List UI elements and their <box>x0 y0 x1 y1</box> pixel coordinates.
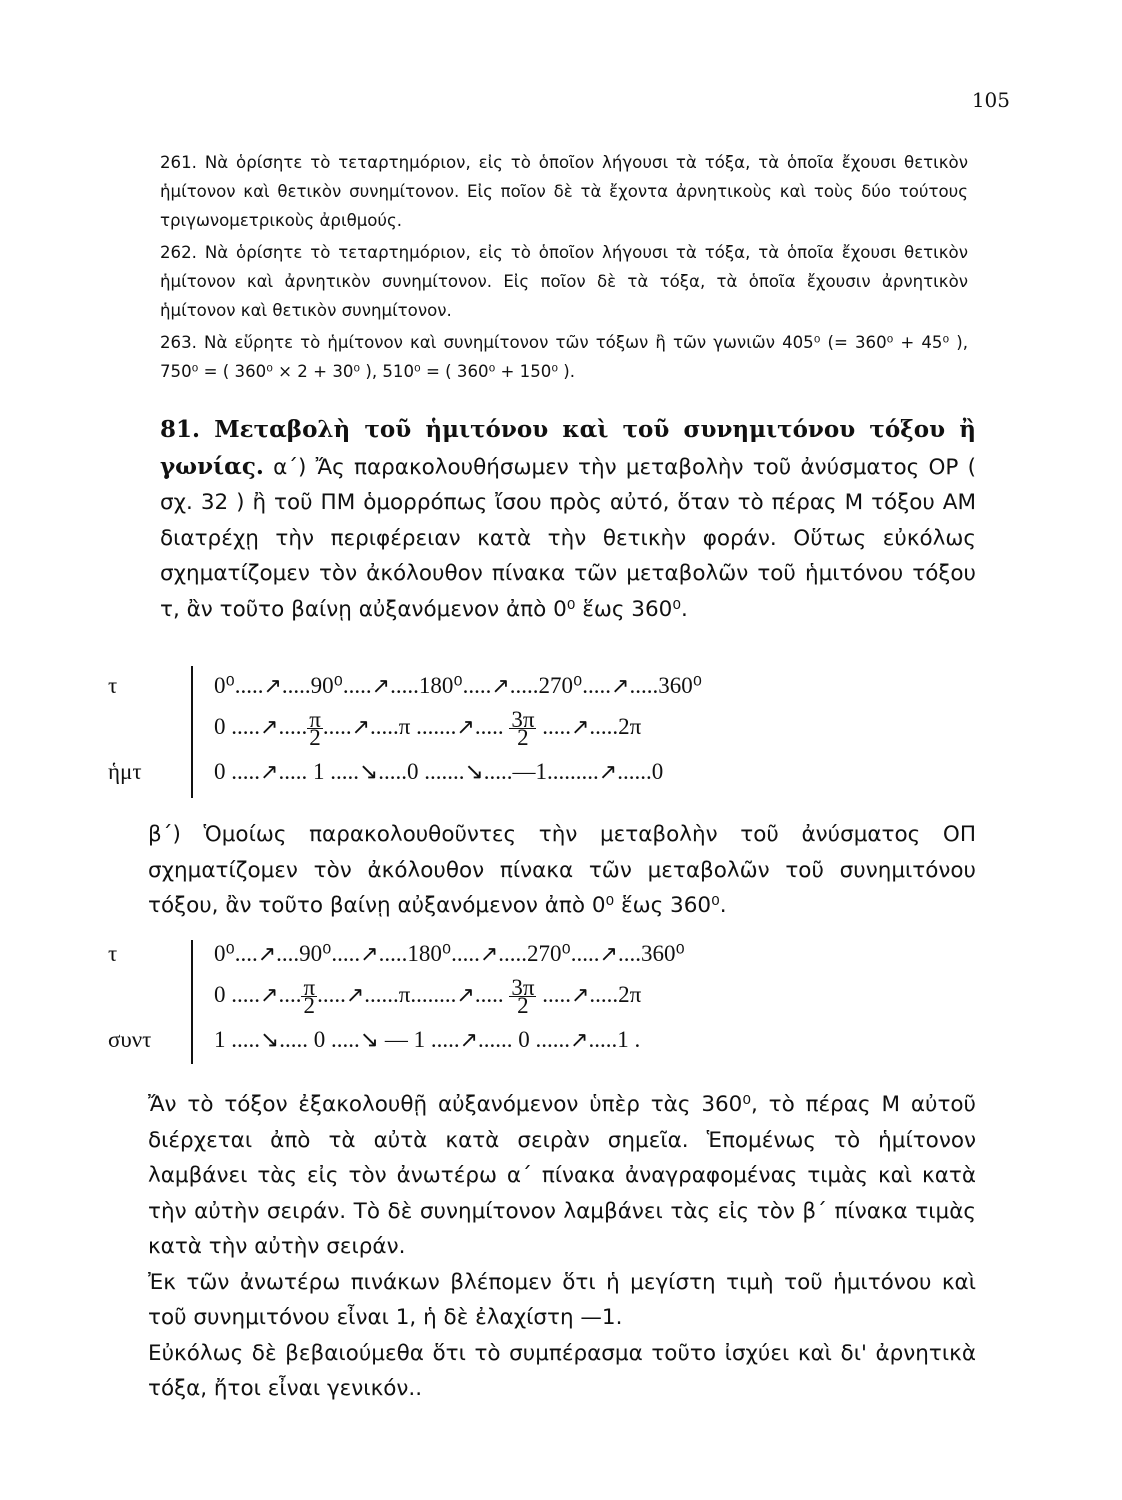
arrow-up-icon: ↗ <box>260 713 279 739</box>
rad-row: 0 .....↗..... $\frac{\pi}{2}$ .....↗.....π .......↗..... $\frac{3\pi}{2}$ .....↗.....2π <box>214 707 642 750</box>
exercise-262 <box>108 238 968 325</box>
arrow-up-icon: ↗ <box>260 758 279 784</box>
row-label-empty <box>108 975 188 1018</box>
arrow-up-icon: ↗ <box>570 1026 589 1052</box>
arrow-up-icon: ↗ <box>260 981 279 1007</box>
arrow-up-icon: ↗ <box>456 981 475 1007</box>
arrow-up-icon: ↗ <box>351 713 370 739</box>
cell: .....1 . <box>588 1026 641 1052</box>
paragraph-text: Ἐκ τῶν ἀνωτέρω πινάκων βλέπομεν ὅτι ἡ μεγίστη τιμὴ τοῦ ἡμιτόνου καὶ τοῦ συνημιτόνου εἶναι 1, ἡ δὲ ἐλαχίστη —1. <box>148 1269 976 1330</box>
row-label-empty <box>108 707 188 750</box>
exercise-list <box>108 148 968 389</box>
arrow-up-icon: ↗ <box>570 981 590 1007</box>
arrow-up-icon: ↗ <box>479 940 499 966</box>
cell: .....180⁰..... <box>378 940 480 966</box>
sine-variation-table <box>108 664 702 793</box>
paragraph-b <box>108 817 976 924</box>
arrow-up-icon: ↗ <box>263 672 282 698</box>
arrow-down-icon: ↘ <box>260 1026 280 1052</box>
exercise-263 <box>108 328 968 386</box>
cell: 0 ..... <box>214 713 260 739</box>
fraction-pi-over-2: $\frac{\pi}{2}$ <box>309 707 321 750</box>
arrow-up-icon: ↗ <box>360 940 379 966</box>
cell: .....360⁰ <box>629 672 702 698</box>
cell: .....—1......... <box>483 758 599 784</box>
fraction-3pi-over-2: $\frac{3\pi}{2}$ <box>511 975 535 1018</box>
cell: 0 ..... <box>214 981 260 1007</box>
arrow-up-icon: ↗ <box>345 981 365 1007</box>
cell: ....90⁰..... <box>276 940 361 966</box>
deg-row <box>214 932 685 975</box>
row-label-sin: ἡμτ <box>108 758 142 784</box>
cell: 0⁰.... <box>214 940 258 966</box>
cell: .....270⁰..... <box>509 672 611 698</box>
arrow-up-icon: ↗ <box>599 940 618 966</box>
cell: .....90⁰..... <box>281 672 372 698</box>
section-title: 81. Μεταβολὴ τοῦ ἡμιτόνου καὶ τοῦ συνημιτόνου τόξου ἢ γωνίας. <box>160 416 976 480</box>
arrow-down-icon: ↘ <box>359 1026 380 1052</box>
exercise-number: 261. <box>160 153 197 172</box>
exercise-number: 263. <box>160 333 197 352</box>
section-81 <box>108 412 976 627</box>
cell: .....0 ....... <box>378 758 465 784</box>
page-number: 105 <box>971 88 1010 112</box>
arrow-up-icon: ↗ <box>570 713 590 739</box>
deg-row <box>214 664 702 707</box>
row-label-cos: συντ <box>108 1026 152 1052</box>
sin-row <box>214 750 702 793</box>
cell: .....180⁰..... <box>390 672 492 698</box>
rad-row: 0 .....↗.... $\frac{\pi}{2}$ .....↗......π........↗..... $\frac{3\pi}{2}$ .....↗.....2π <box>214 975 642 1018</box>
cell: ......π........ <box>364 981 457 1007</box>
exercise-number: 262. <box>160 243 197 262</box>
cell: .....2π <box>589 981 642 1007</box>
cell: 1 ..... <box>214 1026 260 1052</box>
cos-row <box>214 1018 685 1061</box>
section-intro: α΄) Ἄς παρακολουθήσωμεν τὴν μεταβολὴν τοῦ ἀνύσματος ΟΡ ( σχ. 32 ) ἢ τοῦ ΠΜ ὁμορρόπως ἴσου πρὸς αὐτό, ὅταν τὸ πέρας Μ τόξου ΑΜ διατρέχῃ τὴν περιφέρειαν κατὰ τὴν θετικὴν φοράν. Οὕτως εὐκόλως σχηματίζομεν τὸν ἀκόλουθον πίνακα τῶν μεταβολῶν τοῦ ἡμιτόνου τόξου τ, ἂν τοῦτο βαίνῃ αὐξανόμενον ἀπὸ 0⁰ ἕως 360⁰. <box>160 454 976 622</box>
exercise-261 <box>108 148 968 235</box>
cell: ..... 1 ..... <box>278 758 359 784</box>
cell: ......0 <box>617 758 664 784</box>
exercise-text: Νὰ ὁρίσητε τὸ τεταρτημόριον, εἰς τὸ ὁποῖον λήγουσι τὰ τόξα, τὰ ὁποῖα ἔχουσι θετικὸν ἡμίτονον καὶ θετικὸν συνημίτονον. Εἰς ποῖον δὲ τὰ ἔχοντα ἀρνητικοὺς καὶ τοὺς δύο τούτους τριγωνομετρικοὺς ἀριθμούς. <box>160 153 968 230</box>
arrow-up-icon: ↗ <box>598 758 618 784</box>
cell: — 1 ..... <box>384 1026 460 1052</box>
closing-text <box>108 1087 976 1407</box>
arrow-up-icon: ↗ <box>257 940 277 966</box>
arrow-down-icon: ↘ <box>464 758 484 784</box>
exercise-text: Νὰ εὕρητε τὸ ἡμίτονον καὶ συνημίτονον τῶν τόξων ἢ τῶν γωνιῶν 405⁰ (= 360⁰ + 45⁰ ), 750⁰ = ( 360⁰ × 2 + 30⁰ ), 510⁰ = ( 360⁰ + 150⁰ ). <box>160 333 968 381</box>
cell: ...... 0 ...... <box>478 1026 570 1052</box>
cell: .....270⁰..... <box>498 940 600 966</box>
arrow-up-icon: ↗ <box>371 672 391 698</box>
row-label-arc: τ <box>108 672 118 698</box>
cell: ....360⁰ <box>617 940 685 966</box>
paragraph-text: β΄) Ὁμοίως παρακολουθοῦντες τὴν μεταβολὴν τοῦ ἀνύσματος ΟΠ σχηματίζομεν τὸν ἀκόλουθον πίνακα τῶν μεταβολῶν τοῦ συνημιτόνου τόξου, ἂν τοῦτο βαίνῃ αὐξανόμενον ἀπὸ 0⁰ ἕως 360⁰. <box>148 822 976 918</box>
row-label-arc: τ <box>108 940 118 966</box>
arrow-down-icon: ↘ <box>358 758 379 784</box>
arrow-up-icon: ↗ <box>611 672 630 698</box>
paragraph-text: Ἄν τὸ τόξον ἐξακολουθῇ αὐξανόμενον ὑπὲρ τὰς 360⁰, τὸ πέρας Μ αὐτοῦ διέρχεται ἀπὸ τὰ αὐτὰ κατὰ σειρὰν σημεῖα. Ἑπομένως τὸ ἡμίτονον λαμβάνει τὰς εἰς τὸν ἀνωτέρω α΄ πίνακα ἀναγραφομένας τιμὰς καὶ κατὰ τὴν αὐτὴν σειράν. Τὸ δὲ συνημίτονον λαμβάνει τὰς εἰς τὸν β΄ πίνακα τιμὰς κατὰ τὴν αὐτὴν σειράν. <box>148 1092 976 1259</box>
cosine-variation-table <box>108 932 685 1061</box>
paragraph-text: Εὐκόλως δὲ βεβαιούμεθα ὅτι τὸ συμπέρασμα τοῦτο ἰσχύει καὶ δι' ἀρνητικὰ τόξα, ἤτοι εἶναι γενικόν.. <box>148 1340 976 1401</box>
cell: 0 ..... <box>214 758 260 784</box>
arrow-up-icon: ↗ <box>456 713 475 739</box>
cell: .....π ....... <box>370 713 457 739</box>
fraction-3pi-over-2: $\frac{3\pi}{2}$ <box>511 707 535 750</box>
cell: .....2π <box>589 713 642 739</box>
cell: 0⁰..... <box>214 672 264 698</box>
fraction-pi-over-2: $\frac{\pi}{2}$ <box>303 975 316 1018</box>
exercise-text: Νὰ ὁρίσητε τὸ τεταρτημόριον, εἰς τὸ ὁποῖον λήγουσι τὰ τόξα, τὰ ὁποῖα ἔχουσι θετικὸν ἡμίτονον καὶ ἀρνητικὸν συνημίτονον. Εἰς ποῖον δὲ τὰ τόξα, τὰ ὁποῖα ἔχουσιν ἀρνητικὸν ἡμίτονον καὶ θετικὸν συνημίτονον. <box>160 243 968 320</box>
arrow-up-icon: ↗ <box>459 1026 478 1052</box>
cell: ..... 0 ..... <box>279 1026 360 1052</box>
arrow-up-icon: ↗ <box>491 672 510 698</box>
